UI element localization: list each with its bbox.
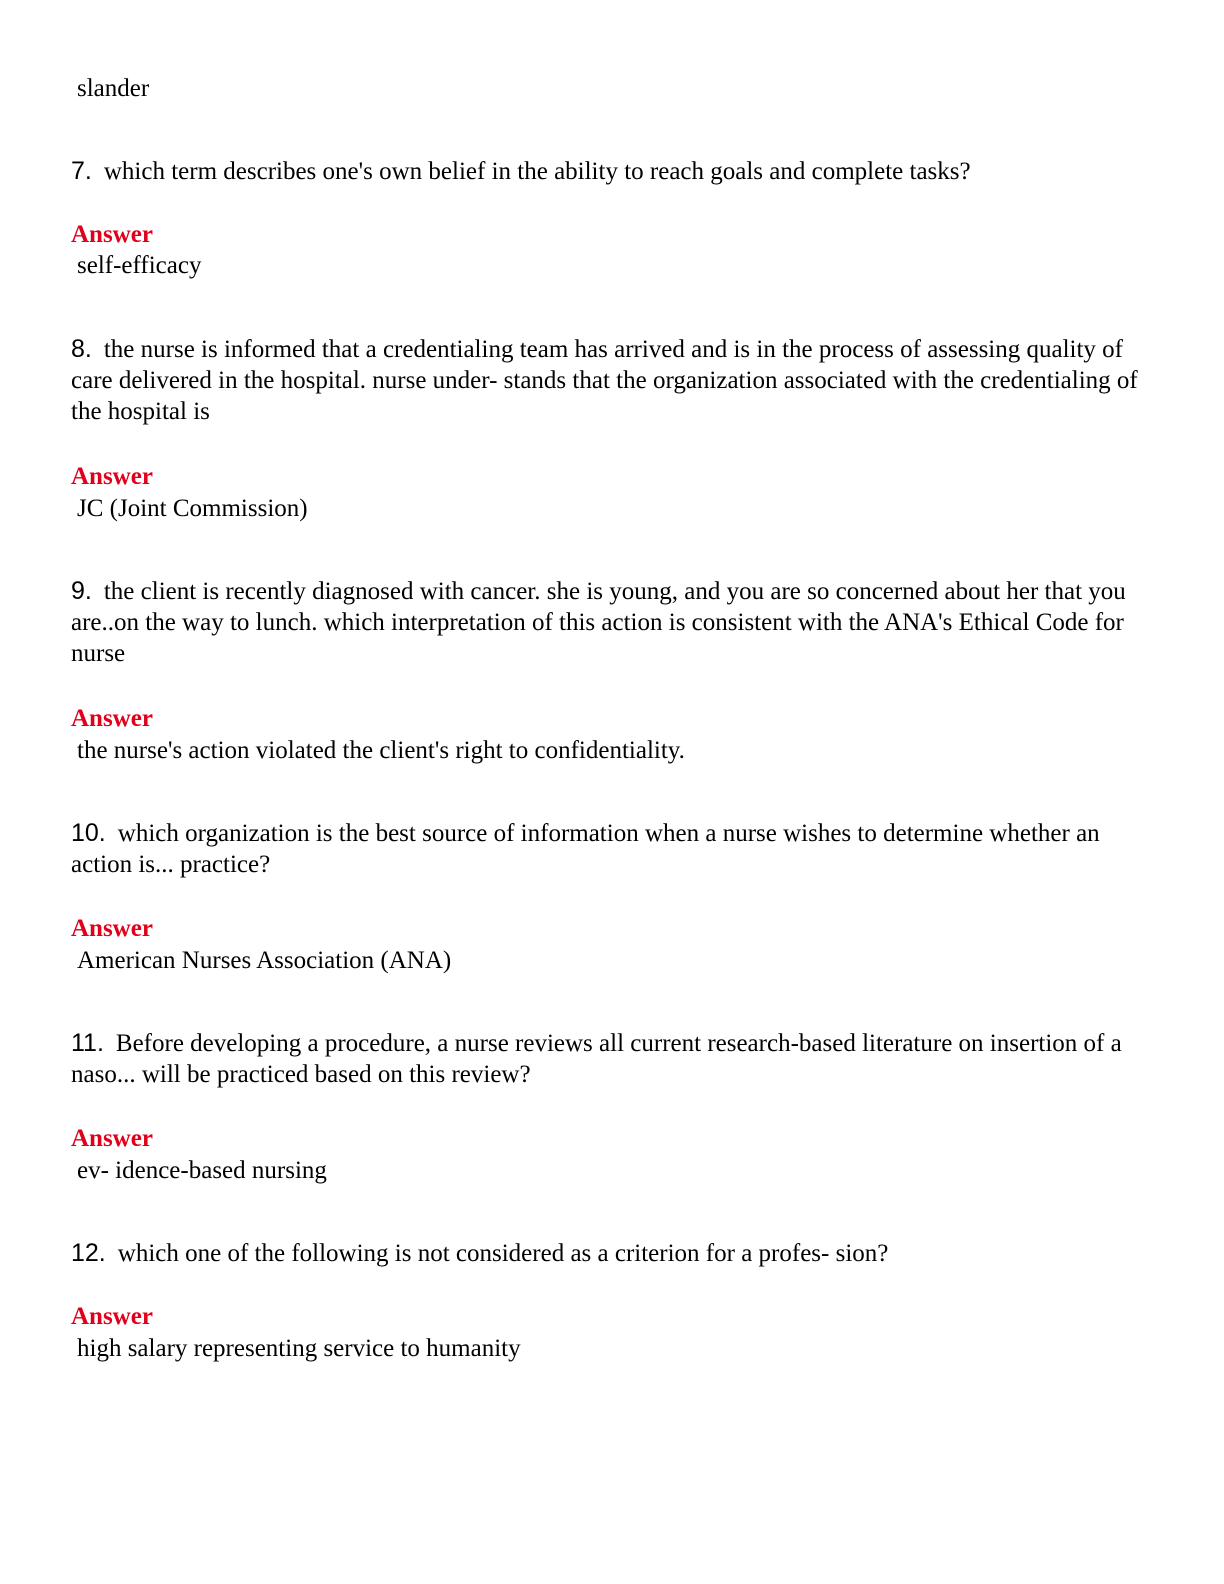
answer-label: Answer <box>71 221 153 248</box>
question-number: 7. <box>71 157 92 185</box>
question-12 <box>71 1238 1151 1269</box>
question-text: which term describes one's own belief in the ability to reach goals and complete tasks? <box>103 158 971 185</box>
answer-text: high salary representing service to humanity <box>77 1335 521 1362</box>
question-10 <box>71 818 1151 880</box>
answer-label: Answer <box>71 1125 153 1152</box>
answer-text: ev- idence-based nursing <box>77 1157 327 1184</box>
question-text: Before developing a procedure, a nurse reviews all current research-based literature on insertion of a naso... will be practiced based on this review? <box>71 1030 1122 1088</box>
answer-label: Answer <box>71 915 153 942</box>
question-number: 9. <box>71 577 92 605</box>
answer-label: Answer <box>71 705 153 732</box>
question-text: the nurse is informed that a credentialing team has arrived and is in the process of assessing quality of care delivered in the hospital. nurse under- stands that the organization associated with the credentialing of the hospital is <box>71 336 1138 425</box>
question-text: the client is recently diagnosed with cancer. she is young, and you are so concerned about her that you are..on the way to lunch. which interpretation of this action is consistent with the ANA's Ethical Code for nurse <box>71 578 1126 667</box>
answer-label: Answer <box>71 463 153 490</box>
question-number: 12. <box>71 1239 106 1267</box>
question-9 <box>71 576 1151 669</box>
question-text: which one of the following is not considered as a criterion for a profes- sion? <box>117 1240 889 1267</box>
previous-answer-text: slander <box>77 75 150 102</box>
answer-label: Answer <box>71 1303 153 1330</box>
question-number: 10. <box>71 819 106 847</box>
answer-text: American Nurses Association (ANA) <box>77 947 452 974</box>
answer-text: self-efficacy <box>77 252 202 279</box>
answer-text: the nurse's action violated the client's right to confidentiality. <box>77 737 685 764</box>
answer-text: JC (Joint Commission) <box>77 495 308 522</box>
question-number: 11. <box>71 1029 104 1057</box>
question-8 <box>71 334 1151 427</box>
question-number: 8. <box>71 335 92 363</box>
question-11 <box>71 1028 1151 1090</box>
question-7 <box>71 156 1151 187</box>
question-text: which organization is the best source of information when a nurse wishes to determine whether an action is... practice? <box>71 820 1100 878</box>
